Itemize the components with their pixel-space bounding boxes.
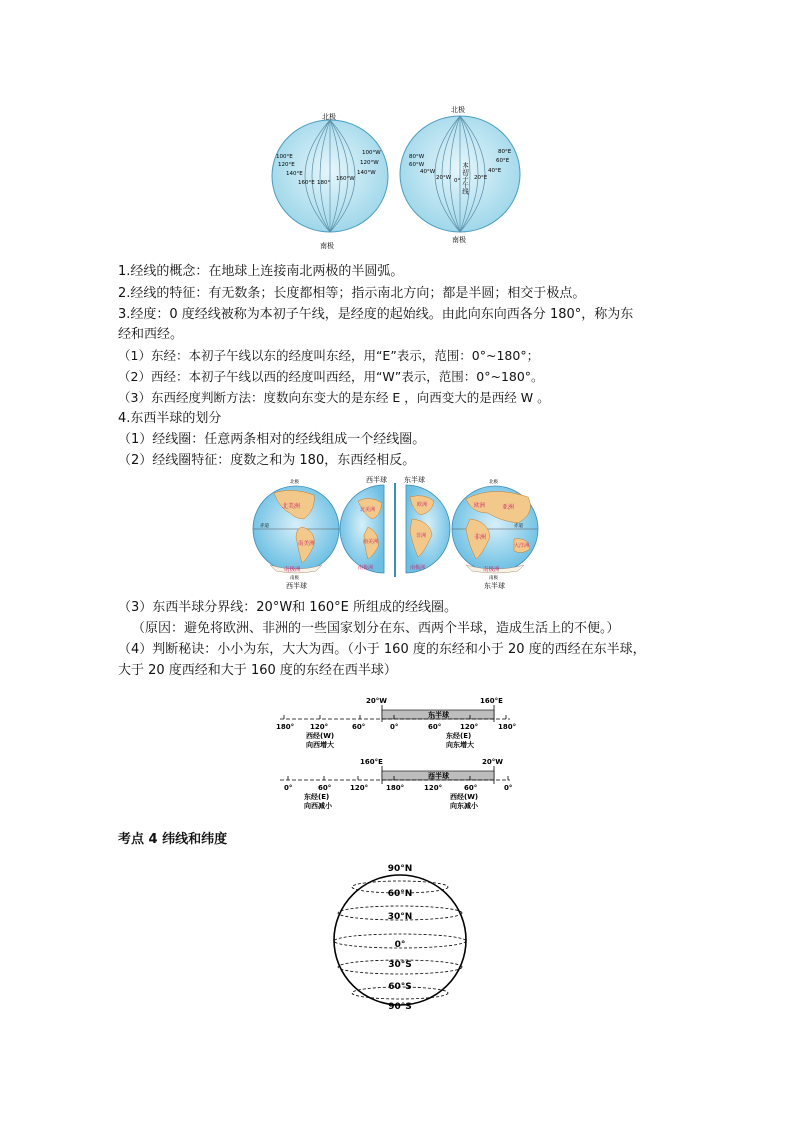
tick-label: 60° xyxy=(318,784,332,792)
caption: 向西减小 xyxy=(304,802,332,810)
continent-label: 北美洲 xyxy=(360,507,376,513)
tick-label: 60° xyxy=(464,784,478,792)
right-lon-label: 80°E xyxy=(498,149,512,155)
continent-label: 南极洲 xyxy=(358,565,374,571)
left-south-pole: 南极 xyxy=(290,576,299,581)
para-east-longitude: （1）东经：本初子午线以东的经度叫东经，用“E”表示，范围：0°~180°； xyxy=(118,348,540,363)
meridian-globes-figure xyxy=(270,100,530,252)
latitude-label: 90°S xyxy=(388,1002,412,1012)
box-label: 东半球 xyxy=(428,711,449,719)
para-judge-method: （3）东西经度判断方法：度数向东变大的是东经 E ，向西变大的是西经 W 。 xyxy=(118,390,550,405)
marker-left: 160°E xyxy=(360,758,383,766)
right-north-pole: 北极 xyxy=(489,480,498,485)
right-lon-label: 20°W xyxy=(436,175,452,181)
section-heading: 考点 4 纬线和纬度 xyxy=(118,832,228,847)
right-lon-label: 80°W xyxy=(409,154,425,160)
caption: 向西增大 xyxy=(306,741,334,749)
tick-label: 180° xyxy=(276,723,295,731)
east-hemisphere-scale xyxy=(276,697,516,749)
tick-label: 0° xyxy=(504,784,513,792)
para-longitude-1: 3.经度：0 度经线被称为本初子午线，是经度的起始线。由此向东向西各分 180°，称为东 xyxy=(118,307,634,322)
east-hemisphere-globe xyxy=(452,478,538,581)
continent-label: 南极洲 xyxy=(410,565,426,571)
right-lon-label: 20°E xyxy=(474,175,488,181)
continent-label: 南极洲 xyxy=(284,567,301,573)
para-longitude-2: 经和西经。 xyxy=(118,327,184,342)
west-hemisphere-globe xyxy=(253,478,339,581)
left-north-label: 北极 xyxy=(322,113,336,121)
longitude-scale-figure xyxy=(270,692,520,810)
marker-left: 20°W xyxy=(366,697,387,705)
left-globe xyxy=(272,112,388,250)
left-lon-label: 180° xyxy=(317,180,331,186)
right-lon-label: 0° xyxy=(454,178,461,184)
left-lon-label: 100°E xyxy=(276,154,293,160)
para-hemisphere-division: 4.东西半球的划分 xyxy=(118,411,222,426)
hemispheres-figure xyxy=(252,473,552,591)
left-lon-label: 140°W xyxy=(357,170,376,176)
continent-label: 南美洲 xyxy=(363,539,379,545)
latitude-label: 0° xyxy=(394,940,406,950)
continent-label: 南美洲 xyxy=(298,541,315,547)
latitude-globe-figure xyxy=(320,855,480,1015)
continent-label: 大洋洲 xyxy=(514,543,530,549)
latitude-label: 90°N xyxy=(387,864,413,874)
split-globe-west-half xyxy=(340,485,384,573)
caption: 东经(E) xyxy=(304,793,330,801)
para-west-longitude: （2）西经：本初子午线以西的经度叫西经，用“W”表示，范围：0°~180°。 xyxy=(118,369,544,384)
left-lon-label: 160°E xyxy=(298,180,315,186)
caption: 向东减小 xyxy=(450,802,478,810)
left-lon-label: 100°W xyxy=(362,150,381,156)
tick-label: 120° xyxy=(310,723,329,731)
west-hemisphere-scale xyxy=(280,758,512,810)
para-boundary: （3）东西半球分界线：20°W和 160°E 所组成的经线圈。 xyxy=(118,600,457,615)
caption: 西经(W) xyxy=(450,793,479,801)
right-lon-label: 60°W xyxy=(409,162,425,168)
left-north-pole: 北极 xyxy=(290,480,299,485)
para-meridian-features: 2.经线的特征：有无数条；长度都相等；指示南北方向；都是半圆；相交于极点。 xyxy=(118,286,586,301)
continent-label: 欧洲 xyxy=(417,502,428,508)
right-north-label: 北极 xyxy=(451,106,465,114)
top-east-label: 东半球 xyxy=(404,476,425,484)
right-lon-label: 40°W xyxy=(420,169,436,175)
tick-label: 60° xyxy=(352,723,366,731)
continent-label: 北美洲 xyxy=(282,503,301,510)
right-south-pole: 南极 xyxy=(489,576,498,581)
continent-label: 非洲 xyxy=(416,533,427,539)
bottom-east-label: 东半球 xyxy=(484,582,505,590)
left-lon-label: 140°E xyxy=(286,171,303,177)
left-lon-label: 160°W xyxy=(336,176,355,182)
tick-label: 60° xyxy=(428,723,442,731)
left-south-label: 南极 xyxy=(320,242,334,250)
left-lon-label: 120°E xyxy=(278,162,295,168)
tick-label: 180° xyxy=(386,784,405,792)
continent-label: 亚洲 xyxy=(502,504,515,511)
right-lon-label: 40°E xyxy=(488,168,502,174)
prime-meridian-label: 本初子午线 xyxy=(461,162,469,195)
para-meridian-circle-feature: （2）经线圈特征：度数之和为 180，东西经相反。 xyxy=(118,453,416,468)
tick-label: 120° xyxy=(460,723,479,731)
right-lon-label: 60°E xyxy=(496,158,510,164)
left-lon-label: 120°W xyxy=(360,160,379,166)
bottom-west-label: 西半球 xyxy=(286,582,307,590)
tick-label: 120° xyxy=(350,784,369,792)
tick-label: 0° xyxy=(390,723,399,731)
para-meridian-concept: 1.经线的概念：在地球上连接南北两极的半圆弧。 xyxy=(118,264,404,279)
para-reason: （原因：避免将欧洲、非洲的一些国家划分在东、西两个半球，造成生活上的不便。） xyxy=(132,621,620,636)
para-tip: （4）判断秘诀：小小为东，大大为西。（小于 160 度的东经和小于 20 度的西经在东半球， xyxy=(118,642,646,657)
box-label: 西半球 xyxy=(428,772,449,780)
marker-right: 20°W xyxy=(482,758,503,766)
latitude-label: 60°N xyxy=(387,889,413,899)
para-meridian-circle: （1）经线圈：任意两条相对的经线组成一个经线圈。 xyxy=(118,432,426,447)
caption: 西经(W) xyxy=(306,732,335,740)
tick-label: 0° xyxy=(284,784,293,792)
latitude-label: 60°S xyxy=(388,982,412,992)
continent-label: 欧洲 xyxy=(474,503,486,509)
top-west-label: 西半球 xyxy=(366,476,387,484)
latitude-label: 30°S xyxy=(388,960,412,970)
caption: 向东增大 xyxy=(446,741,474,749)
marker-right: 160°E xyxy=(480,697,503,705)
continent-label: 南极洲 xyxy=(483,567,500,573)
caption: 东经(E) xyxy=(446,732,472,740)
continent-label: 非洲 xyxy=(474,534,487,541)
tick-label: 120° xyxy=(424,784,443,792)
right-south-label: 南极 xyxy=(452,236,466,244)
para-tip-2: 大于 20 度西经和大于 160 度的东经在西半球） xyxy=(118,663,397,678)
right-equator: 赤道 xyxy=(514,524,523,529)
tick-label: 180° xyxy=(498,723,517,731)
right-globe xyxy=(400,105,520,244)
left-equator: 赤道 xyxy=(260,524,269,529)
split-globe-east-half xyxy=(406,485,450,573)
latitude-label: 30°N xyxy=(387,912,413,922)
